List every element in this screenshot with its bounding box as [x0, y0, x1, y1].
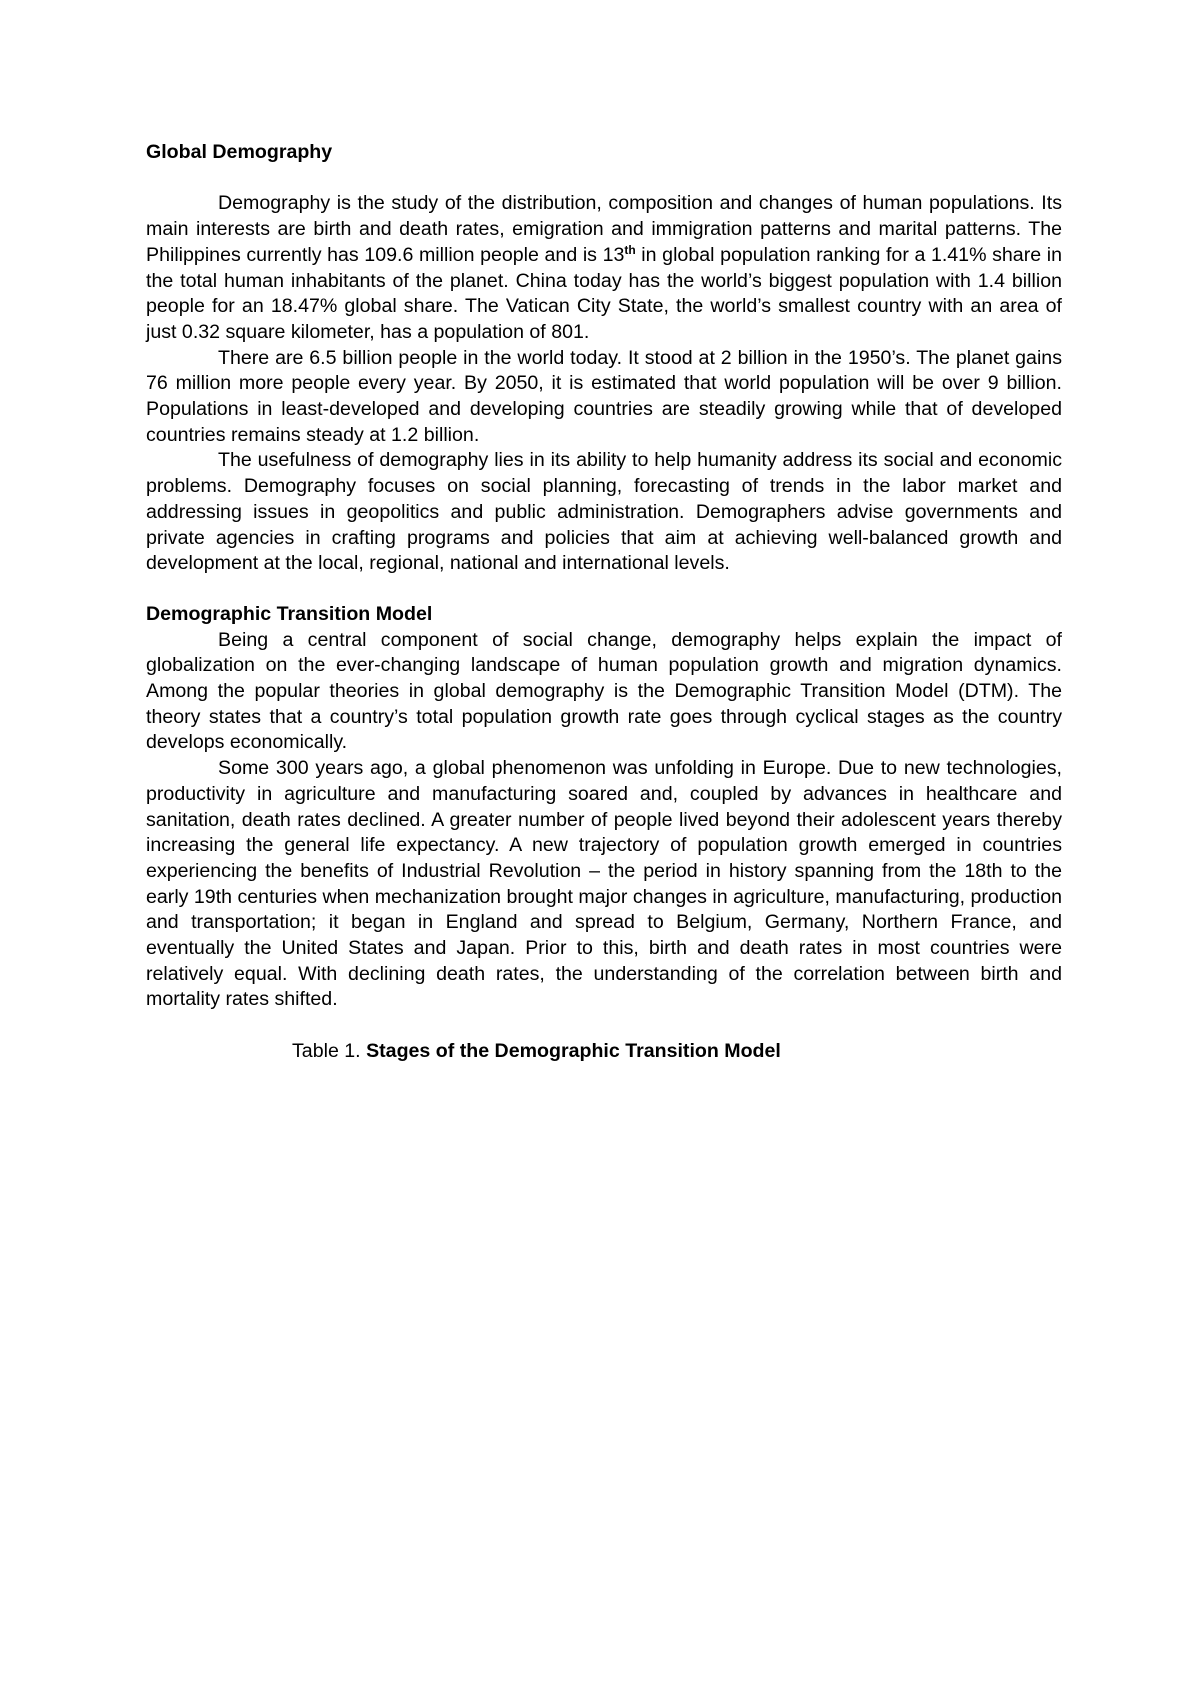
paragraph-world-population: There are 6.5 billion people in the world today. It stood at 2 billion in the 1950’s. The planet gains 76 million more people every year. By 2050, it is estimated that world population will be over 9 billion. Populations in least-developed and developing countries are steadily growing while that of developed countries remains steady at 1.2 billion. — [146, 346, 1062, 446]
superscript: th — [624, 242, 636, 257]
paragraph-text: Demography is the study of the distribution, composition and changes of human populations. Its main interests are birth and death rates, emigration and immigration patterns and marital patterns. The Philippines currently has 109.6 million people and is 13 — [146, 192, 1062, 266]
paragraph-dtm-history: Some 300 years ago, a global phenomenon was unfolding in Europe. Due to new technologies, productivity in agriculture and manufacturing soared and, coupled by advances in healthcare and sanitation, death rates declined. A greater number of people lived beyond their adolescent years thereby increasing the general life expectancy. A new trajectory of population growth emerged in countries experiencing the benefits of Industrial Revolution – the period in history spanning from the 18th to the early 19th centuries when mechanization brought major changes in agriculture, manufacturing, production and transportation; it began in England and spread to Belgium, Germany, Northern France, and eventually the United States and Japan. Prior to this, birth and death rates in most countries were relatively equal. With declining death rates, the understanding of the correlation between birth and mortality rates shifted. — [146, 757, 1062, 1011]
table-caption — [146, 1039, 1062, 1065]
document-page — [146, 140, 1062, 1065]
paragraph-demography-definition — [146, 191, 1062, 345]
section-heading-global-demography: Global Demography — [146, 141, 333, 163]
section-heading-dtm: Demographic Transition Model — [146, 602, 433, 625]
paragraph-usefulness: The usefulness of demography lies in its ability to help humanity address its social and economic problems. Demography focuses on social planning, forecasting of trends in the labor market and addressing issues in geopolitics and public administration. Demographers advise governments and private agencies in crafting programs and policies that aim at achieving well-balanced growth and development at the local, regional, national and international levels. — [146, 449, 1062, 575]
paragraph-dtm-intro: Being a central component of social change, demography helps explain the impact of globalization on the ever-changing landscape of human population growth and migration dynamics. Among the popular theories in global demography is the Demographic Transition Model (DTM). The theory states that a country’s total population growth rate goes through cyclical stages as the country develops economically. — [146, 628, 1062, 754]
paragraph-text-continued: in global population ranking for a 1.41% share in the total human inhabitants of the planet. China today has the world’s biggest population with 1.4 billion people for an 18.47% global share. The Vatican City State, the world’s smallest country with an area of just 0.32 square kilometer, has a population of 801. — [146, 243, 1062, 343]
table-caption-prefix: Table 1. — [292, 1039, 367, 1062]
table-caption-title: Stages of the Demographic Transition Model — [366, 1039, 781, 1062]
